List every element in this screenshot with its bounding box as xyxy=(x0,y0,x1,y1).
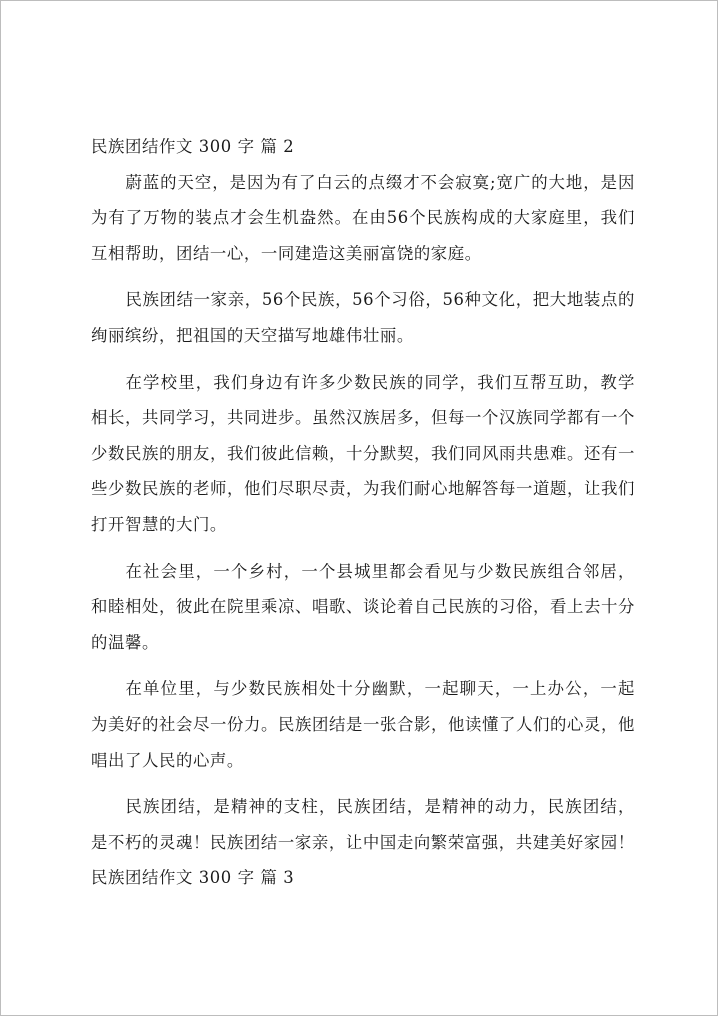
section-heading: 民族团结作文 300 字 篇 2 xyxy=(91,137,295,156)
paragraph: 在社会里，一个乡村，一个县城里都会看见与少数民族组合邻居，和睦相处，彼此在院里乘凉、唱歌、谈论着自己民族的习俗，看上去十分的温馨。 xyxy=(91,561,635,652)
section-heading: 民族团结作文 300 字 篇 3 xyxy=(91,868,295,888)
paragraph: 在学校里，我们身边有许多少数民族的同学，我们互帮互助，教学相长，共同学习，共同进步。虽然汉族居多，但每一个汉族同学都有一个少数民族的朋友，我们彼此信赖，十分默契，我们同风雨共患难。还有一些少数民族的老师，他们尽职尽责，为我们耐心地解答每一道题，让我们打开智慧的大门。 xyxy=(91,372,635,534)
paragraph: 蔚蓝的天空，是因为有了白云的点缀才不会寂寞;宽广的大地，是因为有了万物的装点才会生机盎然。在由56个民族构成的大家庭里，我们互相帮助，团结一心，一同建造这美丽富饶的家庭。 xyxy=(91,172,635,263)
paragraph: 民族团结一家亲，56个民族，56个习俗，56种文化，把大地装点的绚丽缤纷，把祖国的天空描写地雄伟壮丽。 xyxy=(91,290,635,345)
document-body xyxy=(91,129,635,896)
paragraph: 在单位里，与少数民族相处十分幽默，一起聊天，一上办公，一起为美好的社会尽一份力。民族团结是一张合影，他读懂了人们的心灵，他唱出了人民的心声。 xyxy=(91,679,635,770)
paragraph: 民族团结，是精神的支柱，民族团结，是精神的动力，民族团结，是不朽的灵魂！民族团结一家亲，让中国走向繁荣富强，共建美好家园！ xyxy=(91,797,635,852)
